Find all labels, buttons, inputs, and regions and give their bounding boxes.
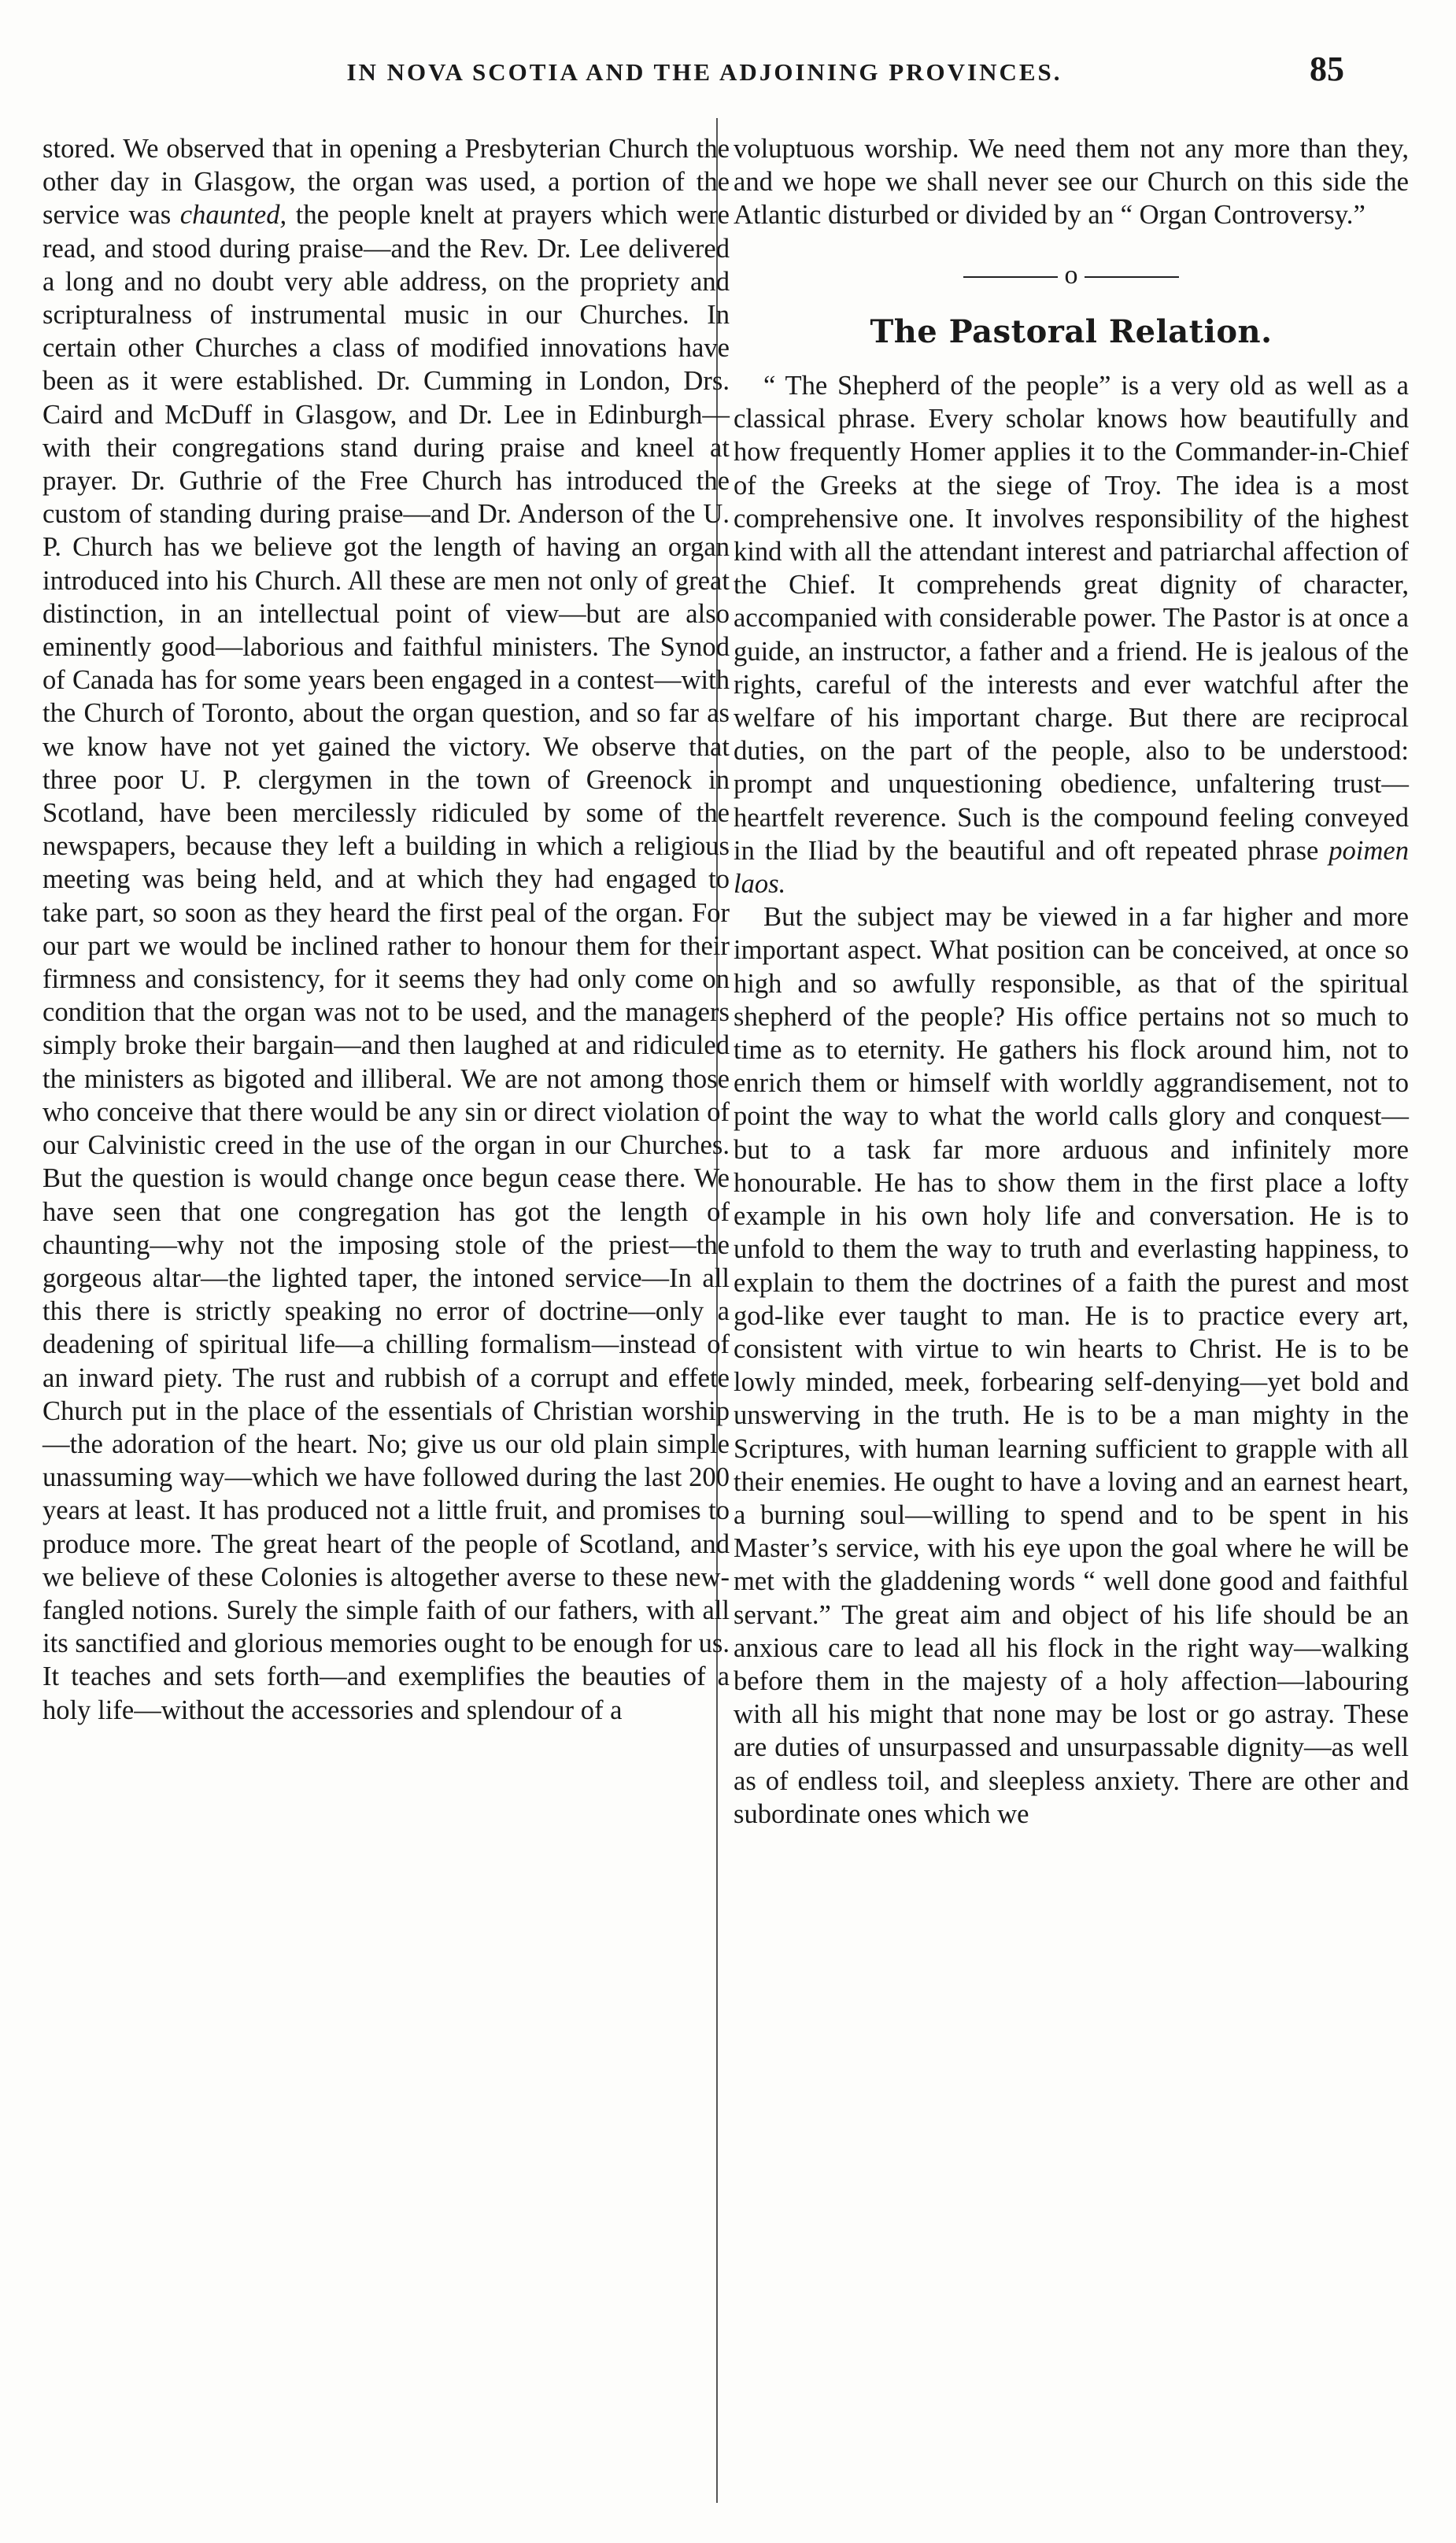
paragraph-1-text: “ The Shepherd of the people” is a very old as well as a classical phrase. Every scholar knows how beautifully and how frequently Homer applies it to the Commander-in-Chief of the Greeks at the siege of Troy. The idea is a most comprehensive one. It involves responsibility of the highest kind with all the attendant interest and patriarchal affection of the Chief. It comprehends great dignity of character, accompanied with considerable power. The Pastor is at once a guide, an instructor, a father and a friend. He is jealous of the rights, careful of the interests and ever watchful after the welfare of his important charge. But there are reciprocal duties, on the part of the people, also to be understood: prompt and unquestioning obedience, unfaltering trust—heartfelt reverence. Such is the compound feeling conveyed in the Iliad by the beautiful and oft repeated phrase	[734, 371, 1409, 866]
left-column	[42, 132, 730, 1727]
article-paragraph-1	[734, 369, 1409, 900]
section-separator	[734, 259, 1409, 292]
running-head: IN NOVA SCOTIA AND THE ADJOINING PROVINCES.	[346, 58, 1062, 86]
separator-rule-right	[1085, 276, 1179, 278]
left-text-start: stored. We observed that in opening a Presbyterian Church the other day in Glasgow, the organ was used, a portion of the service was	[42, 134, 730, 231]
section-title: The Pastoral Relation.	[870, 312, 1273, 350]
left-column-paragraph	[42, 132, 730, 1727]
page-number: 85	[1310, 50, 1344, 88]
article-paragraph-2: But the subject may be viewed in a far higher and more important aspect. What position can be conceived, at once so high and so awfully responsible, as that of the spiritual shepherd of the people? His office pertains not so much to time as to eternity. He gathers his flock around him, not to enrich them or himself with worldly aggrandisement, not to point the way to what the world calls glory and conquest—but to a task far more arduous and infinitely more honourable. He has to show them in the first place a lofty example in his own holy life and conversation. He is to unfold to them the way to truth and everlasting happiness, to explain to them the doctrines of a faith the purest and most god-like ever taught to man. He is to practice every art, consistent with virtue to win hearts to Christ. He is to be lowly minded, meek, forbearing self-denying—yet bold and unswerving in the truth. He is to be a man mighty in the Scriptures, with human learning sufficient to grapple with all their enemies. He ought to have a loving and an earnest heart, a burning soul—willing to spend and to be spent in his Master’s service, with his eye upon the goal where he will be met with the gladdening words “ well done good and faithful servant.” The great aim and object of his life should be an anxious care to lead all his flock in the right way—walking before them in the majesty of a holy affection—labouring with all his might that none may be lost or go astray. These are duties of unsurpassed and unsurpassable dignity—as well as of endless toil, and sleepless anxiety. There are other and subordinate ones which we	[734, 902, 1409, 1829]
greek-phrase-italic: poimen laos.	[734, 835, 1409, 900]
chanted-italic-word: chaunted,	[179, 200, 287, 231]
separator-mark: o	[1064, 260, 1078, 290]
left-text-rest: the people knelt at prayers which were read, and stood during praise—and the Rev. Dr. Lee delivered a long and no doubt very able address, on the propriety and scripturalness of instrumental music in our Churches. In certain other Churches a class of modified innovations have been as it were established. Dr. Cumming in London, Drs. Caird and McDuff in Glasgow, and Dr. Lee in Edinburgh—with their congregations stand during praise and kneel at prayer. Dr. Guthrie of the Free Church has introduced the custom of standing during praise—and Dr. Anderson of the U. P. Church has we believe got the length of having an organ introduced into his Church. All these are men not only of great distinction, in an intellectual point of view—but are also eminently good—laborious and faithful ministers. The Synod of Canada has for some years been engaged in a contest—with the Church of Toronto, about the organ question, and so far as we know have not yet gained the victory. We observe that three poor U. P. clergymen in the town of Greenock in Scotland, have been mercilessly ridiculed by some of the newspapers, because they left a building in which a religious meeting was being held, and at which they had engaged to take part, so soon as they heard the first peal of the organ. For our part we would be inclined rather to honour them for their firmness and consistency, for it seems they had only come on condition that the organ was not to be used, and the managers simply broke their bargain—and then laughed at and ridiculed the ministers as bigoted and illiberal. We are not among those who conceive that there would be any sin or direct violation of our Calvinistic creed in the use of the organ in our Churches. But the question is would change once begun cease there. We have seen that one congregation has got the length of chaunting—why not the imposing stole of the priest—the gorgeous altar—the lighted taper, the intoned service—In all this there is strictly speaking no error of doctrine—only a deadening of spiritual life—a chilling formalism—instead of an inward piety. The rust and rubbish of a corrupt and effete Church put in the place of the essentials of Christian worship—the adoration of the heart. No; give us our old plain simple unassuming way—which we have followed during the last 200 years at least. It has produced not a little fruit, and promises to produce more. The great heart of the people of Scotland, and we believe of these Colonies is altogether averse to these new-fangled notions. Surely the simple faith of our fathers, with all its sanctified and glorious memories ought to be enough for us. It teaches and sets forth—and exemplifies the beauties of a holy life—without the accessories and splendour of a	[42, 200, 730, 1725]
separator-rule-left	[963, 276, 1058, 278]
right-column	[734, 132, 1409, 1831]
continuation-paragraph: voluptuous worship. We need them not any more than they, and we hope we shall never see our Church on this side the Atlantic disturbed or divided by an “ Organ Controversy.”	[734, 134, 1409, 231]
